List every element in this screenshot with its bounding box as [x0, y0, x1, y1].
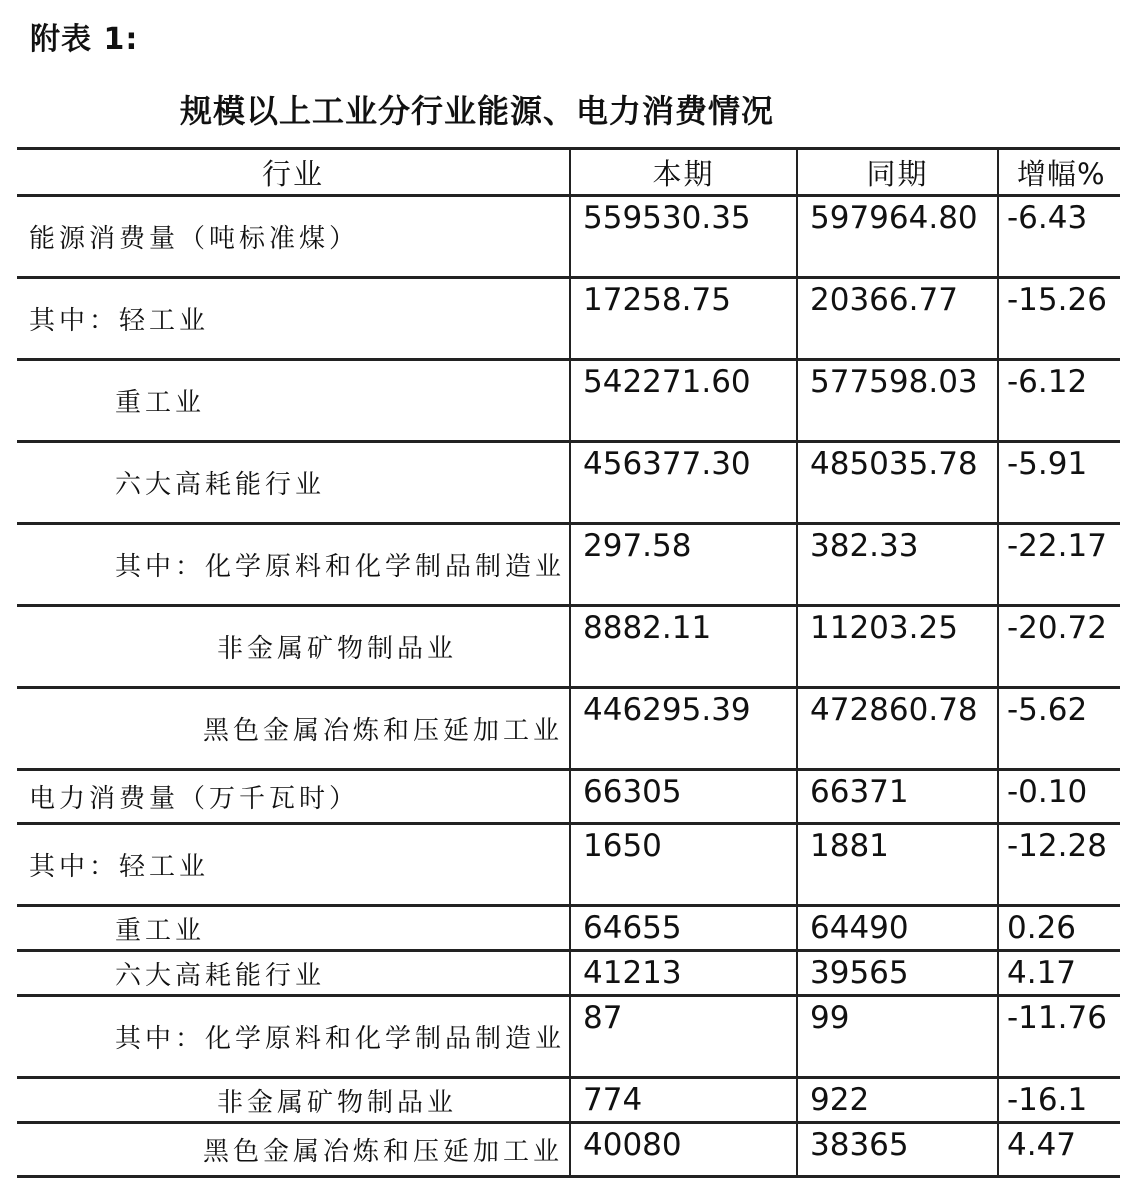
growth-cell: -15.26: [998, 278, 1120, 360]
industry-cell: 黑色金属冶炼和压延加工业: [203, 716, 564, 746]
growth-cell: -6.43: [998, 196, 1120, 278]
growth-cell: -20.72: [998, 606, 1120, 688]
current-cell: 446295.39: [570, 688, 797, 770]
industry-cell: 重工业: [115, 388, 206, 418]
growth-cell: -6.12: [998, 360, 1120, 442]
table-row: [17, 442, 1120, 524]
table-row: [17, 996, 1120, 1078]
growth-cell: -11.76: [998, 996, 1120, 1078]
industry-cell: 重工业: [115, 915, 206, 946]
header-industry: 行业: [261, 156, 324, 191]
previous-cell: 11203.25: [797, 606, 998, 688]
growth-cell: -5.91: [998, 442, 1120, 524]
table-header-row: [17, 149, 1120, 196]
appendix-label: 附表 1:: [30, 22, 139, 57]
growth-cell: -22.17: [998, 524, 1120, 606]
industry-cell: 其中：化学原料和化学制品制造业: [115, 552, 566, 582]
industry-cell: 非金属矿物制品业: [217, 1087, 458, 1118]
table-row: [17, 524, 1120, 606]
header-current: 本期: [570, 149, 797, 196]
current-cell: 297.58: [570, 524, 797, 606]
table-row: [17, 824, 1120, 906]
table-row: [17, 688, 1120, 770]
current-cell: 8882.11: [570, 606, 797, 688]
industry-cell: 其中：化学原料和化学制品制造业: [115, 1024, 566, 1054]
header-growth-pct: 增幅%: [998, 149, 1120, 196]
previous-cell: 597964.80: [797, 196, 998, 278]
industry-cell: 能源消费量（吨标准煤）: [29, 224, 360, 254]
current-cell: 542271.60: [570, 360, 797, 442]
table-row: [17, 1123, 1120, 1177]
current-cell: 456377.30: [570, 442, 797, 524]
industry-cell: 六大高耗能行业: [115, 470, 326, 500]
table-row: [17, 196, 1120, 278]
table-row: [17, 278, 1120, 360]
industry-cell: 其中：轻工业: [29, 306, 210, 336]
growth-cell: 4.47: [998, 1123, 1120, 1177]
previous-cell: 1881: [797, 824, 998, 906]
previous-cell: 922: [797, 1078, 998, 1123]
previous-cell: 20366.77: [797, 278, 998, 360]
industry-cell: 其中：轻工业: [29, 852, 210, 882]
current-cell: 87: [570, 996, 797, 1078]
growth-cell: -12.28: [998, 824, 1120, 906]
industry-cell: 电力消费量（万千瓦时）: [29, 784, 360, 814]
previous-cell: 39565: [797, 951, 998, 996]
growth-cell: -16.1: [998, 1078, 1120, 1123]
growth-cell: -0.10: [998, 770, 1120, 824]
industry-cell: 六大高耗能行业: [115, 960, 326, 991]
table-row: [17, 906, 1120, 951]
growth-cell: -5.62: [998, 688, 1120, 770]
previous-cell: 485035.78: [797, 442, 998, 524]
current-cell: 559530.35: [570, 196, 797, 278]
current-cell: 41213: [570, 951, 797, 996]
growth-cell: 0.26: [998, 906, 1120, 951]
industry-cell: 非金属矿物制品业: [217, 634, 458, 664]
current-cell: 774: [570, 1078, 797, 1123]
current-cell: 40080: [570, 1123, 797, 1177]
table-row: [17, 360, 1120, 442]
previous-cell: 64490: [797, 906, 998, 951]
previous-cell: 38365: [797, 1123, 998, 1177]
current-cell: 64655: [570, 906, 797, 951]
table-row: [17, 951, 1120, 996]
energy-consumption-table: [17, 147, 1120, 1178]
table-row: [17, 770, 1120, 824]
current-cell: 66305: [570, 770, 797, 824]
industry-cell: 黑色金属冶炼和压延加工业: [203, 1137, 564, 1167]
previous-cell: 99: [797, 996, 998, 1078]
previous-cell: 577598.03: [797, 360, 998, 442]
table-row: [17, 1078, 1120, 1123]
header-previous: 同期: [797, 149, 998, 196]
previous-cell: 472860.78: [797, 688, 998, 770]
current-cell: 1650: [570, 824, 797, 906]
previous-cell: 66371: [797, 770, 998, 824]
current-cell: 17258.75: [570, 278, 797, 360]
previous-cell: 382.33: [797, 524, 998, 606]
table-row: [17, 606, 1120, 688]
table-title: 规模以上工业分行业能源、电力消费情况: [180, 92, 775, 130]
growth-cell: 4.17: [998, 951, 1120, 996]
